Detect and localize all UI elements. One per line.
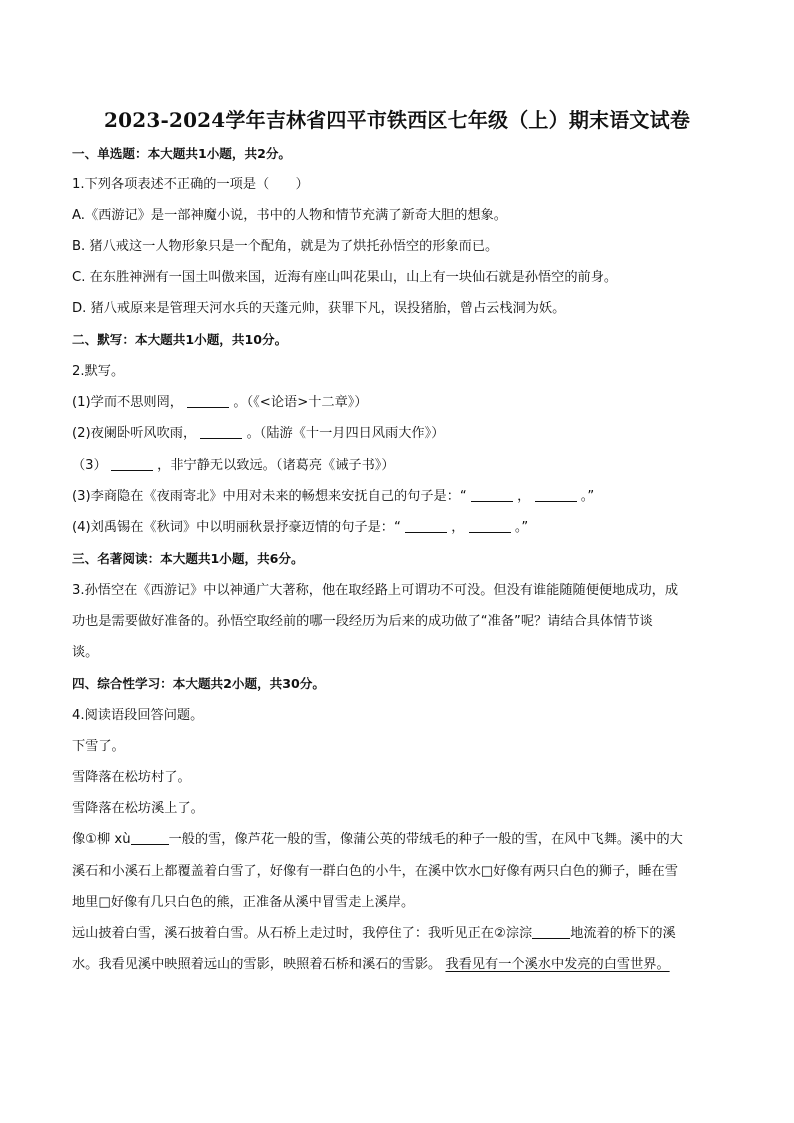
page-title: 2023-2024学年吉林省四平市铁西区七年级（上）期末语文试卷 bbox=[103, 108, 691, 132]
section-header-classic-reading: 三、名著阅读：本大题共1小题，共6分。 bbox=[72, 551, 304, 566]
answer-blank[interactable] bbox=[471, 487, 513, 502]
answer-blank[interactable] bbox=[469, 518, 511, 533]
passage-text: 一般的雪，像芦花一般的雪，像蒲公英的带绒毛的种子一般的雪，在风中飞舞。溪中的大 bbox=[168, 832, 683, 847]
passage-text: 远山披着白雪，溪石披着白雪。从石桥上走过时，我停住了：我听见正在②淙淙 bbox=[72, 926, 533, 941]
dictation-line-2 bbox=[72, 424, 444, 444]
question-3-line-1: 3.孙悟空在《西游记》中以神通广大著称，他在取经路上可谓功不可没。但没有谁能随随便便地成功，成 bbox=[72, 583, 679, 598]
answer-blank[interactable] bbox=[405, 518, 447, 533]
passage-line: 下雪了。 bbox=[72, 739, 125, 754]
dictation-5-suffix: 。” bbox=[514, 520, 529, 535]
passage-paragraph-2-line-2 bbox=[72, 955, 670, 975]
dictation-line-5 bbox=[72, 518, 528, 538]
answer-blank[interactable] bbox=[131, 830, 169, 845]
dictation-5-separator: ， bbox=[451, 520, 465, 535]
dictation-1-suffix: 。（《<论语>十二章》） bbox=[233, 395, 368, 410]
dictation-3-suffix: ，非宁静无以致远。（诸葛亮《诫子书》） bbox=[157, 458, 395, 473]
passage-paragraph-1-line-2: 溪石和小溪石上都覆盖着白雪了，好像有一群白色的小牛，在溪中饮水□好像有两只白色的狮子，睡在雪 bbox=[72, 864, 678, 879]
dictation-line-4 bbox=[72, 487, 594, 507]
question-1: 1.下列各项表述不正确的一项是（ ） bbox=[72, 177, 309, 192]
dictation-1-prefix: (1)学而不思则罔， bbox=[72, 395, 183, 410]
passage-paragraph-1-line-1 bbox=[72, 830, 683, 850]
question-3-line-3: 谈。 bbox=[72, 645, 99, 660]
answer-blank[interactable] bbox=[532, 924, 570, 939]
passage-text: 水。我看见溪中映照着远山的雪影，映照着石桥和溪石的雪影。 bbox=[72, 957, 442, 972]
dictation-2-prefix: (2)夜阑卧听风吹雨， bbox=[72, 426, 197, 441]
dictation-line-3 bbox=[72, 456, 395, 476]
dictation-4-separator: ， bbox=[517, 489, 531, 504]
passage-line: 雪降落在松坊溪上了。 bbox=[72, 801, 204, 816]
answer-blank[interactable] bbox=[535, 487, 577, 502]
option-a: A.《西游记》是一部神魔小说，书中的人物和情节充满了新奇大胆的想象。 bbox=[72, 208, 507, 223]
dictation-4-suffix: 。” bbox=[580, 489, 595, 504]
dictation-3-prefix: （3） bbox=[72, 458, 107, 473]
passage-text: 地流着的桥下的溪 bbox=[570, 926, 676, 941]
passage-paragraph-1-line-3: 地里□好像有几只白色的熊，正准备从溪中冒雪走上溪岸。 bbox=[72, 895, 415, 910]
dictation-4-prefix: (3)李商隐在《夜雨寄北》中用对未来的畅想来安抚自己的句子是：“ bbox=[72, 489, 467, 504]
section-header-single-choice: 一、单选题：本大题共1小题，共2分。 bbox=[72, 146, 292, 161]
passage-line: 雪降落在松坊村了。 bbox=[72, 770, 191, 785]
dictation-line-1 bbox=[72, 393, 368, 413]
question-2: 2.默写。 bbox=[72, 364, 125, 379]
question-4: 4.阅读语段回答问题。 bbox=[72, 708, 204, 723]
dictation-5-prefix: (4)刘禹锡在《秋词》中以明丽秋景抒豪迈情的句子是：“ bbox=[72, 520, 401, 535]
answer-blank[interactable] bbox=[200, 424, 242, 439]
passage-text: 像①柳 xù bbox=[72, 832, 131, 847]
dictation-2-suffix: 。（陆游《十一月四日风雨大作》） bbox=[246, 426, 445, 441]
option-d: D. 猪八戒原来是管理天河水兵的天蓬元帅，获罪下凡，误投猪胎，曾占云栈洞为妖。 bbox=[72, 301, 566, 316]
option-b: B. 猪八戒这一人物形象只是一个配角，就是为了烘托孙悟空的形象而已。 bbox=[72, 239, 499, 254]
option-c: C. 在东胜神洲有一国土叫傲来国，近海有座山叫花果山，山上有一块仙石就是孙悟空的前身。 bbox=[72, 270, 618, 285]
answer-blank[interactable] bbox=[111, 456, 153, 471]
section-header-dictation: 二、默写：本大题共1小题，共10分。 bbox=[72, 332, 288, 347]
underlined-sentence: 我看见有一个溪水中发亮的白雪世界。 bbox=[445, 957, 670, 972]
section-header-comprehensive-study: 四、综合性学习：本大题共2小题，共30分。 bbox=[72, 676, 325, 691]
question-3-line-2: 功也是需要做好准备的。孙悟空取经前的哪一段经历为后来的成功做了“准备”呢？请结合具体情节谈 bbox=[72, 614, 653, 629]
passage-paragraph-2-line-1 bbox=[72, 924, 676, 944]
answer-blank[interactable] bbox=[187, 393, 229, 408]
